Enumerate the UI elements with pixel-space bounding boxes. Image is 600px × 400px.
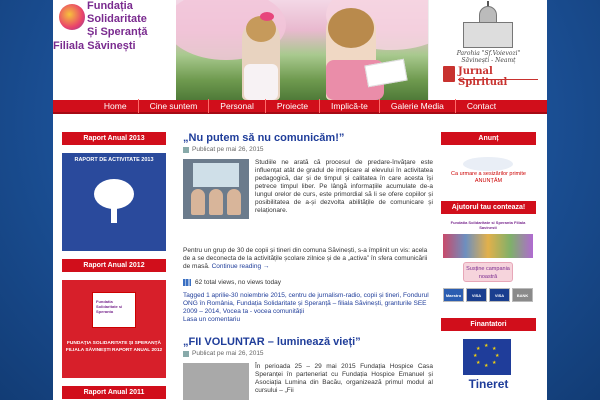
post-excerpt-text: În perioada 25 – 29 mai 2015 Fundația Hospice Casa Speranței în parteneriat cu Fundația Hospice Emanuel și Asociația Lumina din Bacău, organizează primul modul al cursului – „Fii — [255, 363, 433, 394]
jurnal-title: Jurnal Spiritual — [458, 66, 508, 88]
logo-title — [87, 0, 148, 39]
nav-home[interactable]: Home — [93, 99, 139, 113]
classroom-window — [193, 163, 239, 187]
logo-subtitle: Filiala Săvinești — [53, 40, 136, 52]
eu-star: ★ — [495, 353, 500, 359]
parish-line-1: Parohia "Sf.Voievozi" — [456, 50, 521, 57]
support-campaign-button[interactable]: Susține campania noastră — [463, 262, 513, 282]
widget-title-2011: Raport Anual 2011 — [62, 386, 166, 399]
post-item — [183, 132, 433, 324]
post-thumbnail[interactable] — [183, 363, 249, 400]
post-excerpt — [183, 363, 433, 400]
foundation-logo[interactable] — [53, 0, 176, 54]
post-tags — [183, 292, 433, 324]
logo-line-1: Fundația — [87, 0, 133, 12]
parish-line-2: Săvinești - Neamț — [461, 57, 516, 64]
eu-star: ★ — [473, 353, 478, 359]
maestro-card-icon: Maestro — [443, 288, 464, 302]
right-sidebar — [441, 132, 536, 400]
student-figure — [209, 189, 223, 215]
view-counter — [183, 279, 433, 286]
report-2013-cover[interactable] — [62, 153, 166, 251]
report-2013-cover-text: RAPORT DE ACTIVITATE 2013 — [74, 157, 154, 163]
eu-star: ★ — [484, 363, 489, 369]
tineret-label: Tineret — [468, 377, 509, 391]
widget-title-funders: Finantatori — [441, 318, 536, 331]
tag-links[interactable]: Tagged 1 aprilie-30 noiembrie 2015, centru de jurnalism-radio, copii și tineri, Fondurul ONG în România, Fundația Solidaritate și Speranță – filiala Săvinești, granturile SEE 2009 – 2014, Vocea ta - vocea comunității — [183, 292, 429, 315]
post-excerpt-text: Studiile ne arată că procesul de predare-învățare este influențat atât de gradul de implicare al elevului în activitatea pedagogică, dar și de timpul și calitatea în care acesta își petrece timpul liber. Pe lângă informațiile acumulate de-a lungul orelor de curs, este primordial să li se ofere copiilor și posibilitatea de a-și dezvolta abilitățile de comunicare și relaționare. — [255, 159, 433, 214]
report-2012-logo-text: Fundatia Solidaritate si Speranta — [96, 299, 123, 314]
post-excerpt — [183, 159, 433, 247]
main-nav — [53, 100, 547, 114]
eu-flag-icon — [463, 339, 511, 375]
header-photo — [176, 0, 428, 100]
nav-proiecte[interactable]: Proiecte — [266, 99, 320, 113]
nav-implica-te[interactable]: Implică-te — [320, 99, 380, 113]
post-paragraph-text: Pentru un grup de 30 de copii și tineri din comuna Săvinești, s-a împlinit un vis: acela de a se deconecta de la activitățile școlare zilnice și de a „activa” în sfera comunicării de masă. — [183, 247, 428, 270]
left-sidebar — [62, 132, 166, 399]
report-2012-logo — [92, 292, 136, 328]
main-content — [183, 132, 433, 400]
nav-personal[interactable]: Personal — [209, 99, 266, 113]
announcement-banner[interactable] — [441, 153, 536, 201]
student-figure — [227, 189, 241, 215]
nav-cine-suntem[interactable]: Cine suntem — [139, 99, 210, 113]
eu-star: ★ — [476, 346, 481, 352]
logo-line-2: Solidaritate — [87, 13, 147, 25]
announcement-graphic — [463, 157, 513, 171]
logo-line-3: Și Speranță — [87, 26, 148, 38]
jurnal-spiritual-logo[interactable] — [443, 66, 543, 88]
eu-star: ★ — [476, 360, 481, 366]
child-bow — [260, 12, 274, 21]
widget-title-anunt: Anunț — [441, 132, 536, 145]
announcement-text: Ca urmare a sesizărilor primite ANUNȚĂM — [451, 171, 526, 184]
widget-title-2013: Raport Anual 2013 — [62, 132, 166, 145]
volunteers-photo — [443, 234, 533, 258]
church-logo[interactable] — [455, 4, 521, 48]
eu-star: ★ — [484, 343, 489, 349]
eu-star: ★ — [492, 360, 497, 366]
donation-widget — [441, 218, 536, 318]
visa-electron-card-icon: VISA — [489, 288, 510, 302]
widget-title-help: Ajutorul tau conteaza! — [441, 201, 536, 214]
jurnal-underline — [458, 79, 538, 82]
book-icon — [443, 66, 455, 82]
post-meta — [183, 146, 433, 153]
payment-cards — [443, 288, 533, 302]
post-date[interactable]: Publicat pe mai 26, 2015 — [192, 146, 264, 153]
visa-card-icon: VISA — [466, 288, 487, 302]
post-meta — [183, 350, 433, 357]
tree-trunk — [111, 205, 117, 223]
report-2012-cover-text: FUNDAȚIA SOLIDARITATE ȘI SPERANȚĂ FILIALA SĂVINEȘTI RAPORT ANUAL 2012 — [65, 341, 163, 353]
nav-contact[interactable]: Contact — [466, 101, 497, 111]
site-wrapper — [53, 0, 547, 400]
student-figure — [191, 189, 205, 215]
widget-title-2012: Raport Anual 2012 — [62, 259, 166, 272]
calendar-icon — [183, 147, 189, 153]
post-date[interactable]: Publicat pe mai 26, 2015 — [192, 350, 264, 357]
leave-comment-link[interactable]: Lasa un comentariu — [183, 316, 241, 323]
parish-label — [429, 50, 548, 64]
eu-star: ★ — [492, 346, 497, 352]
site-header — [53, 0, 547, 100]
child-hair — [328, 8, 374, 48]
continue-reading-link[interactable]: Continue reading → — [211, 263, 270, 270]
bank-icon: BANK — [512, 288, 533, 302]
child-dress — [244, 64, 278, 100]
donation-banner-text: Fundatia Solidaritate si Speranta Filiala Savinesti — [450, 220, 526, 230]
report-2012-cover[interactable] — [62, 280, 166, 378]
header-right-panel — [428, 0, 547, 100]
post-title[interactable]: „FII VOLUNTAR – luminează vieți” — [183, 336, 361, 348]
heart-logo-icon — [59, 4, 85, 30]
church-body — [463, 22, 513, 48]
post-paragraph — [183, 247, 433, 271]
child-figure-left — [242, 20, 280, 100]
view-counter-text: 62 total views, no views today — [195, 279, 281, 286]
post-title[interactable]: „Nu putem să nu comunicăm!” — [183, 132, 345, 144]
bar-chart-icon — [183, 279, 191, 286]
calendar-icon — [183, 351, 189, 357]
eu-funder-logo[interactable] — [441, 339, 536, 400]
nav-galerie-media[interactable]: Galerie Media — [380, 99, 456, 113]
post-thumbnail[interactable] — [183, 159, 249, 219]
post-item — [183, 336, 433, 400]
